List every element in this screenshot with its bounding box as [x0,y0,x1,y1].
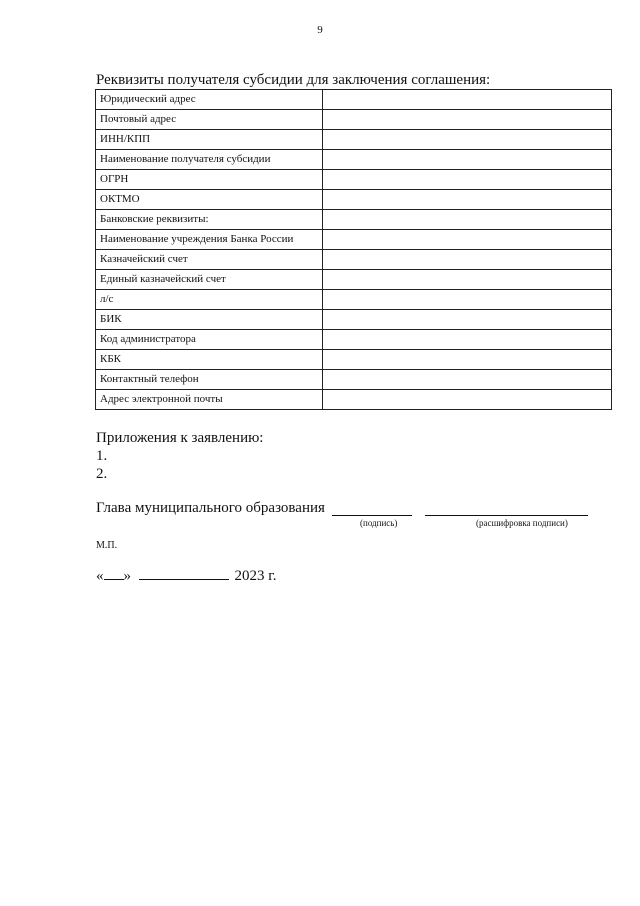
requisites-value-field[interactable] [323,390,612,410]
appendix-title: Приложения к заявлению: [96,430,264,446]
requisites-label: Наименование учреждения Банка России [96,230,323,250]
requisites-value-field[interactable] [323,150,612,170]
requisites-label: ОКТМО [96,190,323,210]
requisites-label: Код администратора [96,330,323,350]
requisites-value-field[interactable] [323,210,612,230]
requisites-row [96,130,612,150]
requisites-row [96,170,612,190]
requisites-value-field[interactable] [323,190,612,210]
appendix-item-2: 2. [96,466,108,482]
requisites-label: ОГРН [96,170,323,190]
requisites-label: КБК [96,350,323,370]
requisites-value-field[interactable] [323,370,612,390]
day-blank[interactable] [104,567,124,580]
signature-blank[interactable] [332,514,412,516]
requisites-row [96,390,612,410]
month-blank[interactable] [139,567,229,580]
requisites-title: Реквизиты получателя субсидии для заключения соглашения: [96,72,491,88]
requisites-value-field[interactable] [323,90,612,110]
requisites-label: Юридический адрес [96,90,323,110]
decoding-caption: (расшифровка подписи) [476,518,568,528]
requisites-label: Адрес электронной почты [96,390,323,410]
requisites-label: Почтовый адрес [96,110,323,130]
requisites-value-field[interactable] [323,270,612,290]
requisites-value-field[interactable] [323,310,612,330]
requisites-label: Казначейский счет [96,250,323,270]
decoding-blank[interactable] [425,514,588,516]
requisites-label: ИНН/КПП [96,130,323,150]
requisites-value-field[interactable] [323,290,612,310]
requisites-label: Банковские реквизиты: [96,210,323,230]
appendix-item-1: 1. [96,448,108,464]
head-label: Глава муниципального образования [96,500,325,516]
requisites-label: Контактный телефон [96,370,323,390]
requisites-value-field[interactable] [323,170,612,190]
page-number: 9 [317,24,323,36]
requisites-row [96,370,612,390]
date-line [96,567,276,585]
signature-caption: (подпись) [360,518,398,528]
requisites-label: БИК [96,310,323,330]
requisites-row [96,230,612,250]
requisites-row [96,190,612,210]
requisites-row [96,250,612,270]
requisites-row [96,330,612,350]
requisites-value-field[interactable] [323,330,612,350]
date-close-quote: » [123,568,131,584]
requisites-value-field[interactable] [323,350,612,370]
requisites-row [96,290,612,310]
requisites-row [96,110,612,130]
requisites-row [96,350,612,370]
requisites-label: Единый казначейский счет [96,270,323,290]
requisites-value-field[interactable] [323,130,612,150]
requisites-row [96,310,612,330]
date-year: 2023 г. [234,568,277,584]
stamp-mark: М.П. [96,540,118,551]
requisites-row [96,270,612,290]
requisites-row [96,210,612,230]
requisites-label: Наименование получателя субсидии [96,150,323,170]
requisites-value-field[interactable] [323,250,612,270]
requisites-value-field[interactable] [323,110,612,130]
requisites-table [95,89,612,410]
requisites-value-field[interactable] [323,230,612,250]
requisites-row [96,150,612,170]
date-open-quote: « [96,568,104,584]
requisites-label: л/с [96,290,323,310]
requisites-row [96,90,612,110]
